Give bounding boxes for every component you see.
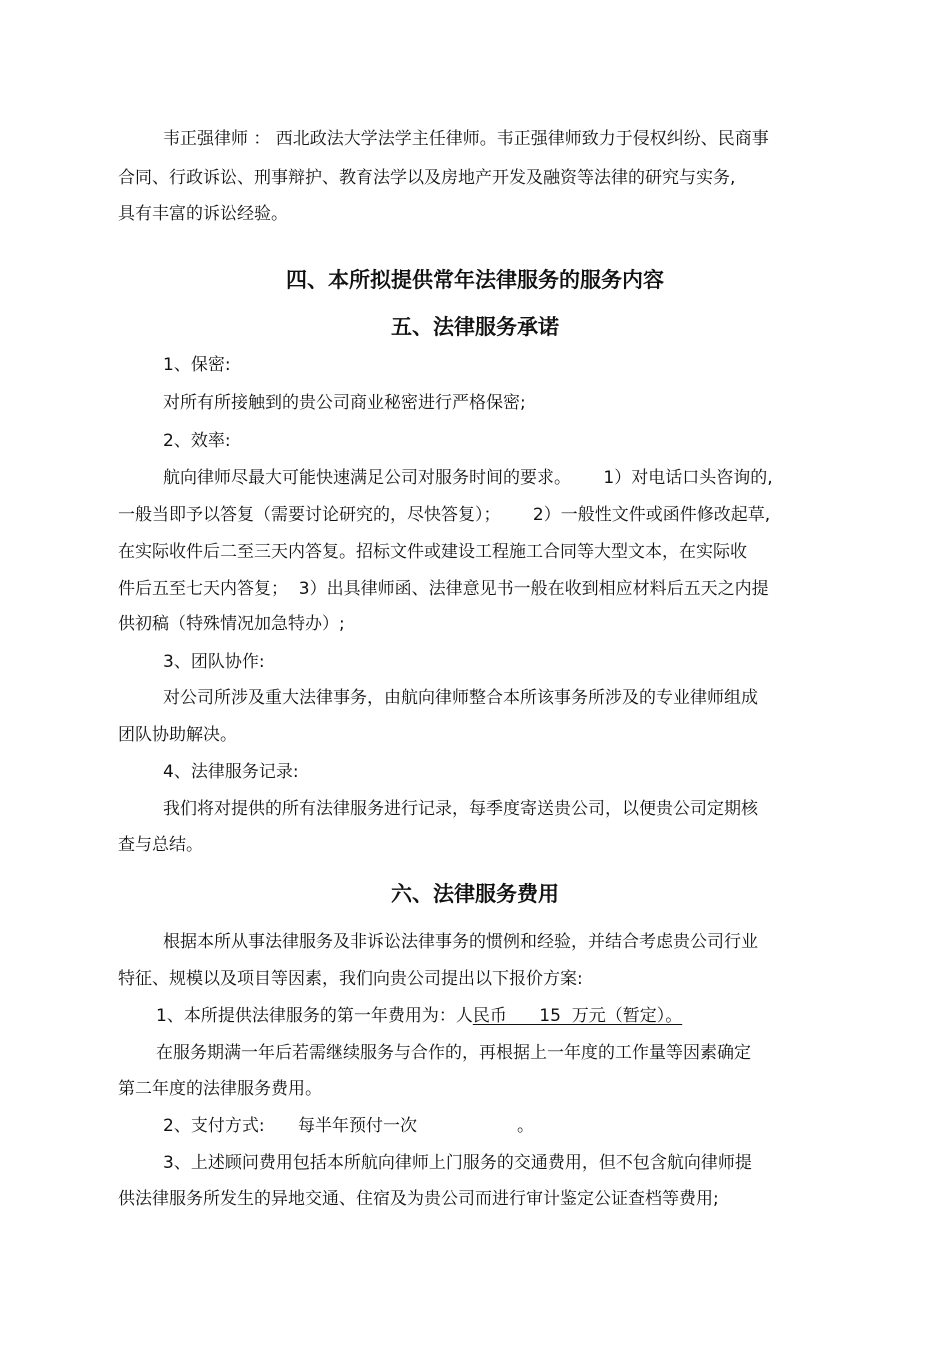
confidential-label: 1、保密: [163, 355, 231, 375]
renewal-line-1: 在服务期满一年后若需继续服务与合作的，再根据上一年度的工作量等因素确定 [156, 1043, 751, 1063]
expense-line-1: 3、上述顾问费用包括本所航向律师上门服务的交通费用，但不包含航向律师提 [163, 1153, 752, 1173]
efficiency-line-2: 一般当即予以答复（需要讨论研究的，尽快答复）； 2）一般性文件或函件修改起草, [118, 505, 771, 525]
efficiency-label: 2、效率: [163, 431, 231, 451]
fee-prefix: 1、本所提供法律服务的第一年费用为：人 [156, 1006, 473, 1026]
efficiency-line-5: 供初稿（特殊情况加急特办）; [118, 614, 345, 634]
confidential-text: 对所有所接触到的贵公司商业秘密进行严格保密; [163, 393, 526, 413]
efficiency-line-1: 航向律师尽最大可能快速满足公司对服务时间的要求。 1）对电话口头咨询的, [163, 468, 773, 488]
fee-intro-line-2: 特征、规模以及项目等因素，我们向贵公司提出以下报价方案: [118, 969, 583, 989]
section-6-title: 六、法律服务费用 [391, 882, 559, 906]
fee-intro-line-1: 根据本所从事法律服务及非诉讼法律事务的惯例和经验，并结合考虑贵公司行业 [163, 932, 758, 952]
records-line-2: 查与总结。 [118, 835, 203, 855]
fee-amount: 民币 15 万元（暂定）。 [472, 1006, 683, 1026]
payment-end: 。 [517, 1116, 534, 1136]
records-line-1: 我们将对提供的所有法律服务进行记录，每季度寄送贵公司，以便贵公司定期核 [163, 799, 758, 819]
bio-line-1: 韦正强律师 ： 西北政法大学法学主任律师。韦正强律师致力于侵权纠纷、民商事 [163, 129, 769, 149]
section-5-title: 五、法律服务承诺 [391, 315, 559, 339]
team-line-1: 对公司所涉及重大法律事务，由航向律师整合本所该事务所涉及的专业律师组成 [163, 688, 758, 708]
records-label: 4、法律服务记录: [163, 762, 299, 782]
efficiency-line-4: 件后五至七天内答复； 3）出具律师函、法律意见书一般在收到相应材料后五天之内提 [118, 579, 769, 599]
efficiency-line-3: 在实际收件后二至三天内答复。招标文件或建设工程施工合同等大型文本，在实际收 [118, 542, 747, 562]
team-line-2: 团队协助解决。 [118, 725, 237, 745]
payment-label: 2、支付方式: [163, 1116, 265, 1136]
renewal-line-2: 第二年度的法律服务费用。 [118, 1079, 322, 1099]
payment-value: 每半年预付一次 [298, 1116, 417, 1136]
expense-line-2: 供法律服务所发生的异地交通、住宿及为贵公司而进行审计鉴定公证查档等费用; [118, 1189, 719, 1209]
team-label: 3、团队协作: [163, 652, 265, 672]
section-4-title: 四、本所拟提供常年法律服务的服务内容 [286, 268, 664, 292]
first-year-fee [156, 1004, 682, 1028]
bio-line-3: 具有丰富的诉讼经验。 [118, 204, 288, 224]
bio-line-2: 合同、行政诉讼、刑事辩护、教育法学以及房地产开发及融资等法律的研究与实务, [118, 168, 736, 188]
